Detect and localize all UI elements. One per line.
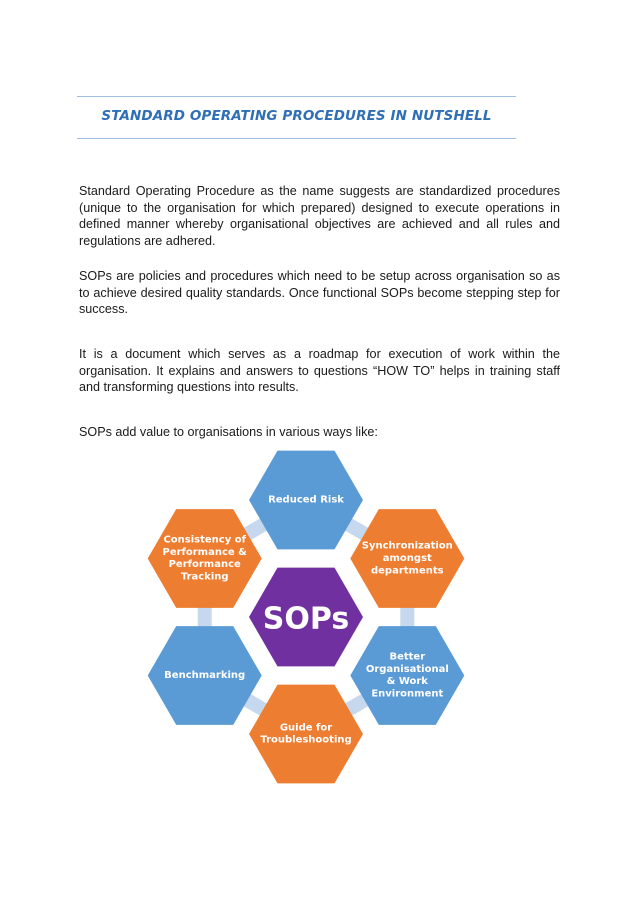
hexagon-label: Benchmarking	[164, 670, 246, 681]
hexagon-label: Guide for	[279, 722, 333, 734]
hexagon-label: Performance &	[162, 546, 247, 558]
hexagon-label: Environment	[371, 688, 444, 700]
hexagon-label: Performance	[168, 559, 241, 571]
hexagon-consistency-of-performance-performance-tracking	[148, 509, 262, 608]
hexagon-label: Better	[389, 651, 426, 663]
page-title: STANDARD OPERATING PROCEDURES IN NUTSHELL	[101, 108, 492, 124]
hexagon-better-organisational-work-environment	[350, 626, 464, 725]
hexagon-label: Organisational	[365, 663, 449, 675]
hexagon-label: Troubleshooting	[260, 734, 352, 746]
hexagon-label: Tracking	[180, 571, 229, 583]
hexagon-center-sops	[249, 568, 363, 667]
hexagon-benchmarking	[148, 626, 262, 725]
hexagon-synchronization-amongst-departments	[350, 509, 464, 608]
hexagon-label: & Work	[386, 676, 428, 688]
hexagon-label: Synchronization	[361, 540, 453, 552]
hexagon-label: departments	[370, 565, 444, 577]
paragraph-roadmap: It is a document which serves as a roadmap for execution of work within the organisation. It explains and answers to questions “HOW TO” helps in training staff and transforming questions into results.	[79, 347, 560, 394]
hexagon-reduced-risk	[249, 451, 363, 550]
center-label: SOPs	[262, 601, 350, 637]
paragraph-definition: Standard Operating Procedure as the name suggests are standardized procedures (unique to the organisation for which prepared) designed to execute operations in defined manner whereby organisational objectives are achieved and all rules and regulations are adhered.	[79, 184, 560, 248]
paragraph-purpose: SOPs are policies and procedures which need to be setup across organisation so as to achieve desired quality standards. Once functional SOPs become stepping step for success.	[79, 269, 560, 316]
hexagon-label: amongst	[382, 553, 432, 564]
hexagon-label: Reduced Risk	[268, 494, 344, 506]
paragraph-value-intro: SOPs add value to organisations in various ways like:	[79, 425, 378, 439]
hexagon-label: Consistency of	[163, 534, 246, 546]
hexagon-guide-for-troubleshooting	[249, 685, 363, 784]
